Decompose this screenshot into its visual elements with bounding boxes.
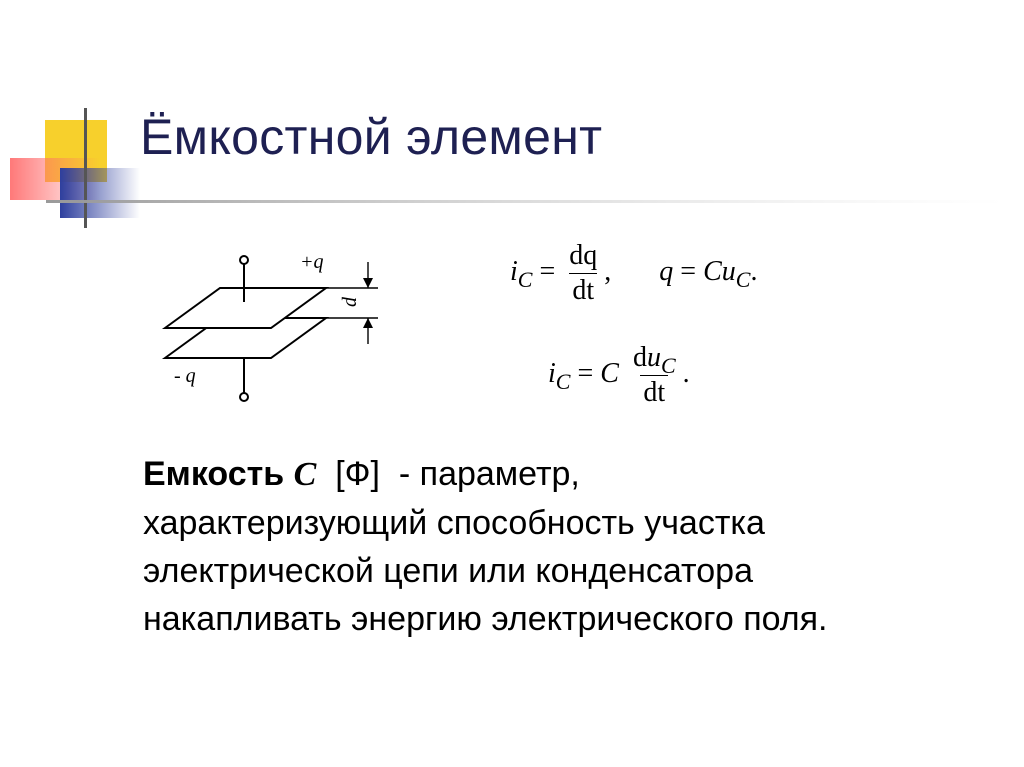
fraction-dq-dt [566,242,600,305]
ic-sub: C [517,266,533,292]
ic-sub: C [555,368,571,394]
capacitor-diagram [150,240,390,420]
definition-term: Емкость [143,455,285,493]
bottom-terminal [240,393,248,401]
deco-horizontal-line [46,200,1006,203]
u-var: u [646,342,661,373]
definition-line-2: характеризующий способность участка [143,504,765,542]
deco-vertical-line [84,108,87,228]
plus-charge-label: +q [300,251,324,273]
fraction-denominator: dt [569,273,597,305]
definition-unit: [Ф] [335,455,380,493]
fraction-numerator: dq [569,240,598,271]
c-coef: C [600,357,619,389]
u-var: u [721,255,736,287]
fraction-denominator: dt [640,375,668,407]
c-const: C [703,255,722,287]
formula-row-2 [548,344,690,407]
top-terminal [240,256,248,264]
eq-sign: = [539,255,556,287]
definition-line-4: накапливать энергию электрического поля. [143,600,828,638]
gap-label: d [339,297,361,307]
fraction-numerator [630,342,679,378]
definition-symbol: C [293,456,317,493]
dim-arrowhead-top [363,278,373,288]
definition-paragraph [143,450,983,643]
definition-line-3: электрической цепи или конденсатора [143,552,753,590]
period: . [682,357,690,389]
d-op: d [632,342,647,373]
eq-sign: = [577,357,594,389]
formula-row-1 [510,242,757,305]
eq-sign: = [680,255,697,287]
minus-charge-label: - q [174,365,196,387]
comma: , [604,255,612,287]
fraction-duc-dt [630,344,679,407]
q-var: q [659,255,674,287]
deco-blue-bar [60,168,140,218]
ic-var: i [510,255,518,287]
slide-title: Ёмкостной элемент [140,109,603,165]
ic-var: i [548,357,556,389]
u-sub: C [735,266,751,292]
definition-rest: - параметр, [398,455,580,493]
u-sub: C [660,353,676,378]
dim-arrowhead-bottom [363,318,373,328]
definition-line-1 [143,450,983,499]
period: . [750,255,758,287]
